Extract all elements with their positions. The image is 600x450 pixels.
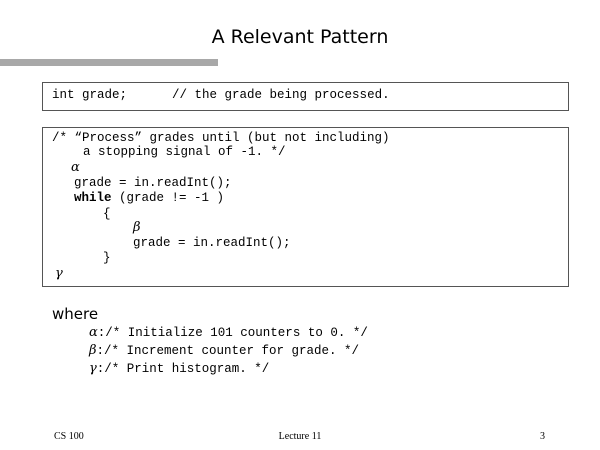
where-symbol: α: [89, 325, 98, 340]
while-keyword: while: [74, 191, 112, 205]
declaration-comment: // the grade being processed.: [172, 88, 390, 102]
while-line: [74, 191, 224, 205]
where-item-gamma: [89, 361, 269, 376]
slide-title: A Relevant Pattern: [211, 26, 389, 48]
read-int-line-2: grade = in.readInt();: [133, 236, 291, 250]
footer-course: CS 100: [54, 431, 84, 442]
loop-comment-line-2: a stopping signal of -1. */: [83, 145, 286, 159]
loop-pattern-box: [42, 127, 569, 287]
close-brace: }: [103, 251, 111, 265]
title-underline-bar: [0, 59, 218, 66]
footer-lecture: Lecture 11: [278, 431, 322, 442]
alpha-placeholder: α: [71, 160, 80, 175]
beta-placeholder: β: [133, 220, 141, 235]
declaration-box: [42, 82, 569, 111]
footer-page-number: 3: [540, 431, 545, 442]
where-symbol: γ: [89, 361, 97, 376]
gamma-placeholder: γ: [55, 266, 63, 281]
where-text: :/* Initialize 101 counters to 0. */: [97, 326, 368, 340]
declaration-code: int grade;: [52, 88, 128, 102]
where-symbol: β: [89, 343, 97, 358]
where-item-beta: [89, 343, 359, 358]
where-heading: where: [52, 305, 99, 323]
while-condition: (grade != -1 ): [119, 191, 225, 205]
loop-comment-line-1: /* “Process” grades until (but not including): [52, 131, 390, 145]
declaration-line: [52, 88, 390, 102]
open-brace: {: [103, 207, 111, 221]
where-text: :/* Print histogram. */: [96, 362, 270, 376]
where-item-alpha: [89, 325, 368, 340]
read-int-line-1: grade = in.readInt();: [74, 176, 232, 190]
where-text: :/* Increment counter for grade. */: [96, 344, 360, 358]
